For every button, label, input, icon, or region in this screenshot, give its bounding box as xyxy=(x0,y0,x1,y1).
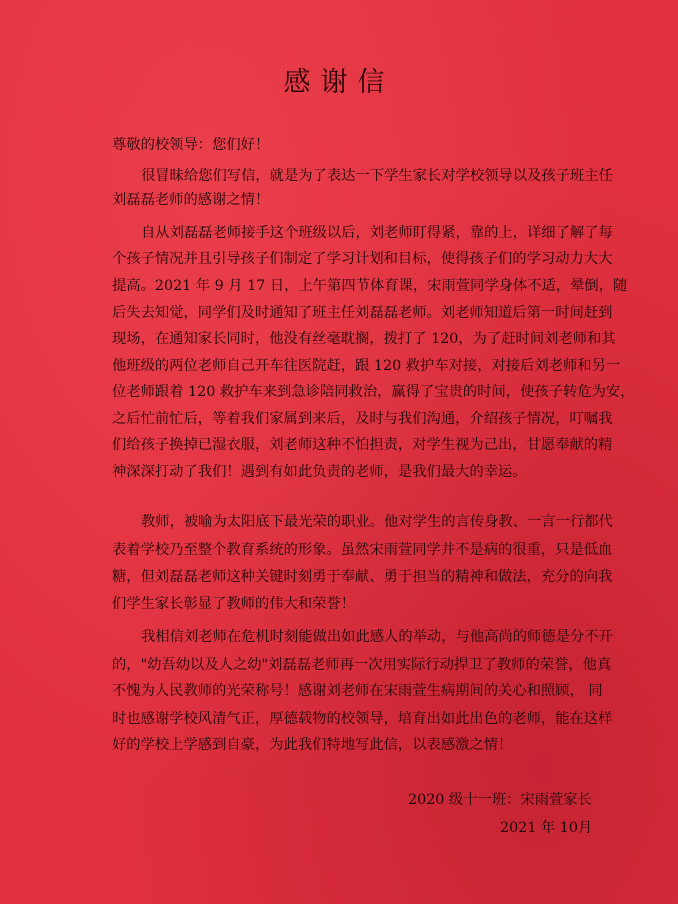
paragraph-3-line: 糖，但刘磊磊老师这种关键时刻勇于奉献、勇于担当的精神和做法，充分的向我 xyxy=(112,569,613,585)
paragraph-4-line: 的，"幼吾幼以及人之幼"刘磊磊老师再一次用实际行动捍卫了教师的荣誉，他真 xyxy=(112,657,612,673)
paragraph-1-line: 刘磊磊老师的感谢之情！ xyxy=(112,192,270,208)
paragraph-2-line: 现场，在通知家长同时，他没有丝毫耽搁，拨打了 120，为了赶时间刘老师和其 xyxy=(112,331,616,347)
paragraph-4-line: 我相信刘老师在危机时刻能做出如此感人的举动，与他高尚的师德是分不开 xyxy=(141,629,613,645)
paragraph-2-line: 之后忙前忙后，等着我们家属到来后，及时与我们沟通，介绍孩子情况，叮嘱我 xyxy=(112,411,613,427)
letter-date: 2021 年 10月 xyxy=(500,820,593,836)
paragraph-2-line: 他班级的两位老师自己开车往医院赶，跟 120 救护车对接，对接后刘老师和另一 xyxy=(112,358,621,374)
salutation: 尊敬的校领导：您们好！ xyxy=(112,137,270,153)
paragraph-4-line: 好的学校上学感到自豪，为此我们特地写此信，以表感激之情！ xyxy=(112,737,513,753)
paragraph-3-line: 教师，被喻为太阳底下最光荣的职业。他对学生的言传身教、一言一行都代 xyxy=(141,514,613,530)
paragraph-2-line: 们给孩子换掉已湿衣服，刘老师这种不怕担责，对学生视为己出，甘愿奉献的精 xyxy=(112,437,613,453)
paragraph-3-line: 表着学校乃至整个教育系统的形象。虽然宋雨萱同学并不是病的很重，只是低血 xyxy=(112,542,613,558)
paragraph-4-line: 不愧为人民教师的光荣称号！感谢刘老师在宋雨萱生病期间的关心和照顾， 同 xyxy=(112,683,603,699)
paragraph-4-line: 时也感谢学校风清气正，厚德载物的校领导，培育出如此出色的老师，能在这样 xyxy=(112,711,613,727)
letter-title: 感谢信 xyxy=(283,67,395,98)
paragraph-2-line: 提高。2021 年 9 月 17 日，上午第四节体育课，宋雨萱同学身体不适，晕倒，随 xyxy=(112,278,628,294)
paragraph-2-line: 后失去知觉，同学们及时通知了班主任刘磊磊老师。刘老师知道后第一时间赶到 xyxy=(112,305,613,321)
paragraph-2-line: 位老师跟着 120 救护车来到急诊陪同救治，赢得了宝贵的时间，使孩子转危为安， xyxy=(112,384,635,400)
paragraph-2-line: 神深深打动了我们！遇到有如此负责的老师，是我们最大的幸运。 xyxy=(112,464,527,480)
paragraph-2-line: 个孩子情况并且引导孩子们制定了学习计划和目标，使得孩子们的学习动力大大 xyxy=(112,251,613,267)
signature: 2020 级十一班：宋雨萱家长 xyxy=(408,792,592,808)
paragraph-2-line: 自从刘磊磊老师接手这个班级以后，刘老师盯得紧，靠的上，详细了解了每 xyxy=(141,225,613,241)
paragraph-1-line: 很冒昧给您们写信，就是为了表达一下学生家长对学校领导以及孩子班主任 xyxy=(141,168,613,184)
paragraph-3-line: 们学生家长彰显了教师的伟大和荣誉！ xyxy=(112,596,356,612)
